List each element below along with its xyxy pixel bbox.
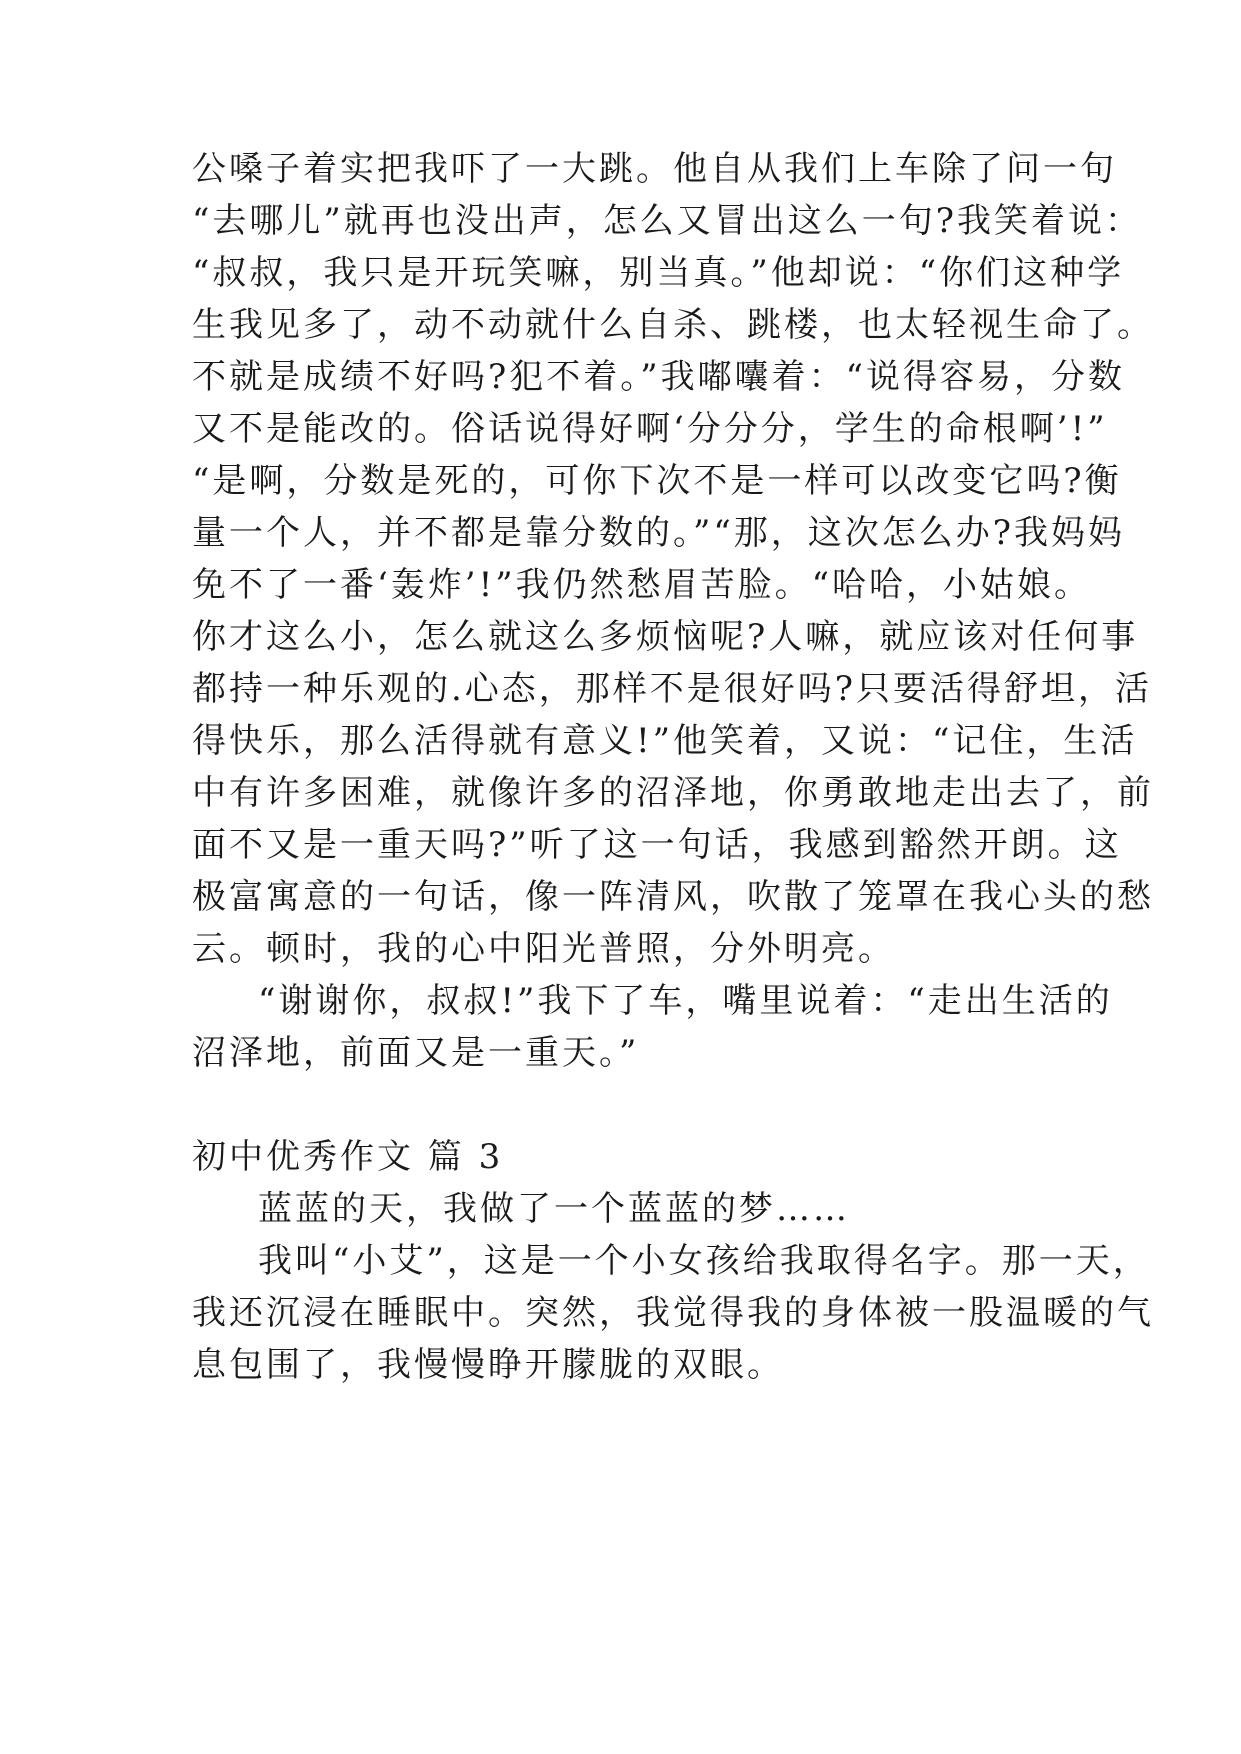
story-line: 都持一种乐观的.心态，那样不是很好吗?只要活得舒坦，活 xyxy=(192,669,1153,709)
section-line: 我叫“小艾”，这是一个小女孩给我取得名字。那一天， xyxy=(258,1241,1150,1281)
story-line: 量一个人，并不都是靠分数的。”“那，这次怎么办?我妈妈 xyxy=(192,513,1125,553)
story-line: “去哪儿”就再也没出声，怎么又冒出这么一句?我笑着说： xyxy=(192,201,1142,241)
story-line: 沼泽地，前面又是一重天。” xyxy=(192,1033,640,1073)
story-line: “是啊，分数是死的，可你下次不是一样可以改变它吗?衡 xyxy=(192,461,1122,501)
story-line: 又不是能改的。俗话说得好啊‘分分分，学生的命根啊’!” xyxy=(192,409,1108,449)
story-line: 不就是成绩不好吗?犯不着。”我嘟囔着：“说得容易，分数 xyxy=(192,357,1125,397)
story-line: 极富寓意的一句话，像一阵清风，吹散了笼罩在我心头的愁 xyxy=(192,877,1154,917)
story-line: 你才这么小，怎么就这么多烦恼呢?人嘛，就应该对任何事 xyxy=(192,617,1139,657)
section-line: 我还沉浸在睡眠中。突然，我觉得我的身体被一股温暖的气 xyxy=(192,1293,1154,1333)
story-line: 得快乐，那么活得就有意义!”他笑着，又说：“记住，生活 xyxy=(192,721,1138,761)
section-heading: 初中优秀作文 篇 3 xyxy=(192,1137,504,1177)
section-line: 息包围了，我慢慢睁开朦胧的双眼。 xyxy=(192,1345,784,1385)
story-line: 公嗓子着实把我吓了一大跳。他自从我们上车除了问一句 xyxy=(192,149,1117,189)
section-line: 蓝蓝的天，我做了一个蓝蓝的梦…… xyxy=(258,1189,850,1229)
story-line: 免不了一番‘轰炸’!”我仍然愁眉苦脸。“哈哈，小姑娘。 xyxy=(192,565,1092,605)
story-line: 面不又是一重天吗?”听了这一句话，我感到豁然开朗。这 xyxy=(192,825,1122,865)
story-line: “叔叔，我只是开玩笑嘛，别当真。”他却说：“你们这种学 xyxy=(192,253,1125,293)
story-line: “谢谢你，叔叔!”我下了车，嘴里说着：“走出生活的 xyxy=(258,981,1113,1021)
story-line: 生我见多了，动不动就什么自杀、跳楼，也太轻视生命了。 xyxy=(192,305,1154,345)
story-line: 云。顿时，我的心中阳光普照，分外明亮。 xyxy=(192,929,895,969)
story-line: 中有许多困难，就像许多的沼泽地，你勇敢地走出去了，前 xyxy=(192,773,1154,813)
